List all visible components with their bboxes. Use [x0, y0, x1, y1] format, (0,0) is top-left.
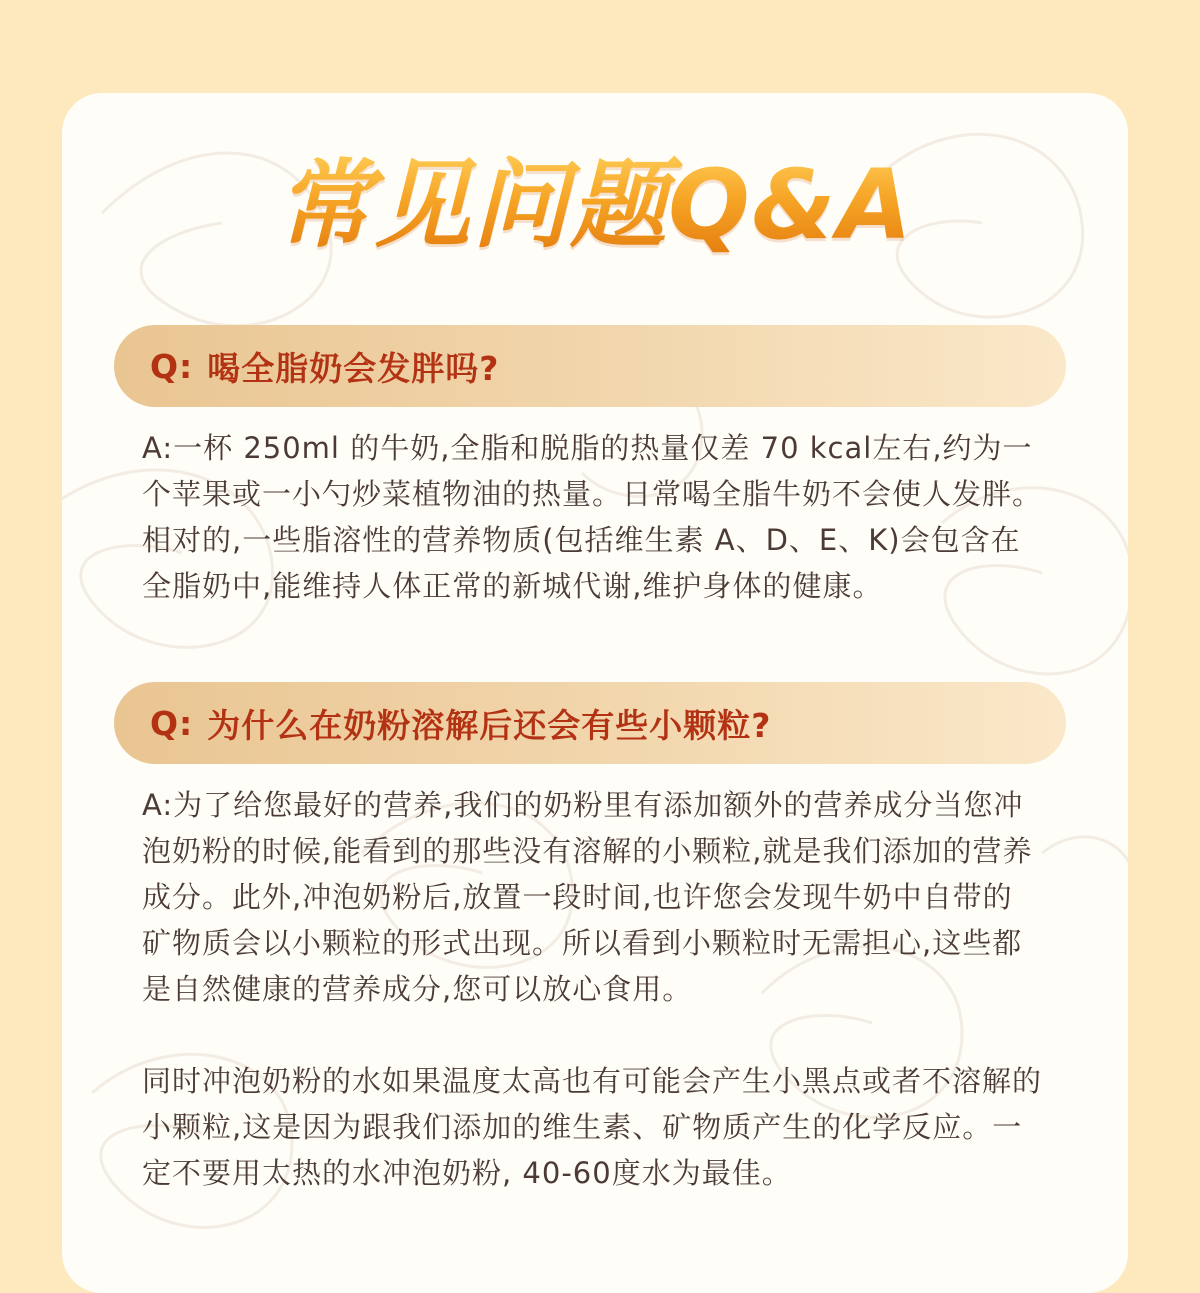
question-bar: [114, 682, 1066, 764]
question-text: 喝全脂奶会发胖吗?: [207, 348, 500, 388]
question-prefix: Q:: [150, 346, 194, 386]
page-title: 常见问题Q&A: [62, 145, 1128, 265]
answer-paragraph: 同时冲泡奶粉的水如果温度太高也有可能会产生小黑点或者不溶解的小颗粒,这是因为跟我们添加的维生素、矿物质产生的化学反应。一定不要用太热的水冲泡奶粉, 40-60度水为最佳。: [142, 1064, 1043, 1190]
answer-paragraph: A:为了给您最好的营养,我们的奶粉里有添加额外的营养成分当您冲泡奶粉的时候,能看到的那些没有溶解的小颗粒,就是我们添加的营养成分。此外,冲泡奶粉后,放置一段时间,也许您会发现牛奶中自带的矿物质会以小颗粒的形式出现。所以看到小颗粒时无需担心,这些都是自然健康的营养成分,您可以放心食用。: [142, 788, 1033, 1006]
answer-block: [142, 425, 1042, 609]
answer-block: [142, 782, 1042, 1196]
question-prefix: Q:: [150, 703, 194, 743]
question-bar: [114, 325, 1066, 407]
answer-paragraph: A:一杯 250ml 的牛奶,全脂和脱脂的热量仅差 70 kcal左右,约为一个苹果或一小勺炒菜植物油的热量。日常喝全脂牛奶不会使人发胖。相对的,一些脂溶性的营养物质(包括维生素 A、D、E、K)会包含在全脂奶中,能维持人体正常的新城代谢,维护身体的健康。: [142, 431, 1043, 603]
question-text: 为什么在奶粉溶解后还会有些小颗粒?: [207, 705, 772, 745]
faq-card: [62, 93, 1128, 1293]
qa-item: [114, 682, 1066, 1196]
qa-item: [114, 325, 1066, 609]
